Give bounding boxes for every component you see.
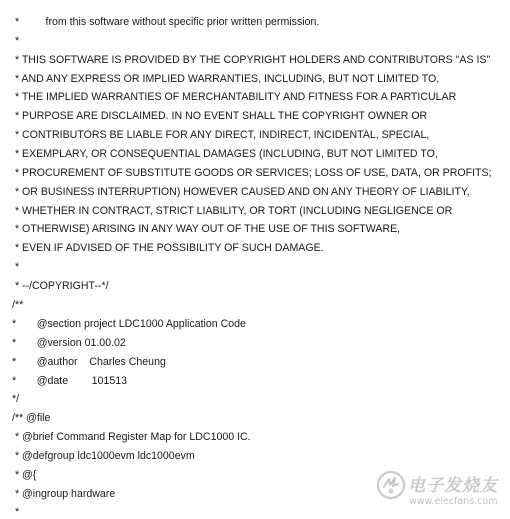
code-line: * @section project LDC1000 Application Code [12, 318, 246, 330]
code-line: /** @file [12, 412, 51, 424]
code-line: * @ingroup hardware [12, 488, 116, 500]
code-line: * from this software without specific prior written permission. [12, 16, 320, 28]
code-line: * PURPOSE ARE DISCLAIMED. IN NO EVENT SHALL THE COPYRIGHT OWNER OR [12, 110, 428, 122]
code-line: * [12, 506, 20, 518]
code-line: * OR BUSINESS INTERRUPTION) HOWEVER CAUSED AND ON ANY THEORY OF LIABILITY, [12, 186, 470, 198]
code-line: * @date 101513 [12, 375, 127, 387]
code-line: * AND ANY EXPRESS OR IMPLIED WARRANTIES, INCLUDING, BUT NOT LIMITED TO, [12, 73, 440, 85]
watermark [376, 470, 496, 512]
code-line: * EVEN IF ADVISED OF THE POSSIBILITY OF SUCH DAMAGE. [12, 242, 324, 254]
code-line: * WHETHER IN CONTRACT, STRICT LIABILITY, OR TORT (INCLUDING NEGLIGENCE OR [12, 205, 453, 217]
code-line: * CONTRIBUTORS BE LIABLE FOR ANY DIRECT, INDIRECT, INCIDENTAL, SPECIAL, [12, 129, 430, 141]
code-line: * OTHERWISE) ARISING IN ANY WAY OUT OF THE USE OF THIS SOFTWARE, [12, 223, 401, 235]
code-line: * THIS SOFTWARE IS PROVIDED BY THE COPYRIGHT HOLDERS AND CONTRIBUTORS "AS IS" [12, 54, 491, 66]
watermark-url: www.elecfans.com [409, 496, 498, 507]
code-line: * @author Charles Cheung [12, 356, 166, 368]
code-line: * @brief Command Register Map for LDC1000 IC. [12, 431, 251, 443]
elecfans-logo-icon [376, 470, 406, 500]
code-line: * PROCUREMENT OF SUBSTITUTE GOODS OR SERVICES; LOSS OF USE, DATA, OR PROFITS; [12, 167, 492, 179]
code-line: * @version 01.00.02 [12, 337, 126, 349]
code-line: * THE IMPLIED WARRANTIES OF MERCHANTABILITY AND FITNESS FOR A PARTICULAR [12, 91, 457, 103]
code-line: * EXEMPLARY, OR CONSEQUENTIAL DAMAGES (INCLUDING, BUT NOT LIMITED TO, [12, 148, 438, 160]
code-line: * @defgroup ldc1000evm ldc1000evm [12, 450, 195, 462]
code-line: * @{ [12, 469, 37, 481]
watermark-brand-text: 电子发烧友 [408, 476, 498, 496]
code-line: * --/COPYRIGHT--*/ [12, 280, 109, 292]
code-line: * [12, 261, 20, 273]
code-line: */ [12, 393, 20, 405]
code-line: /** [12, 299, 24, 311]
code-line: * [12, 35, 20, 47]
